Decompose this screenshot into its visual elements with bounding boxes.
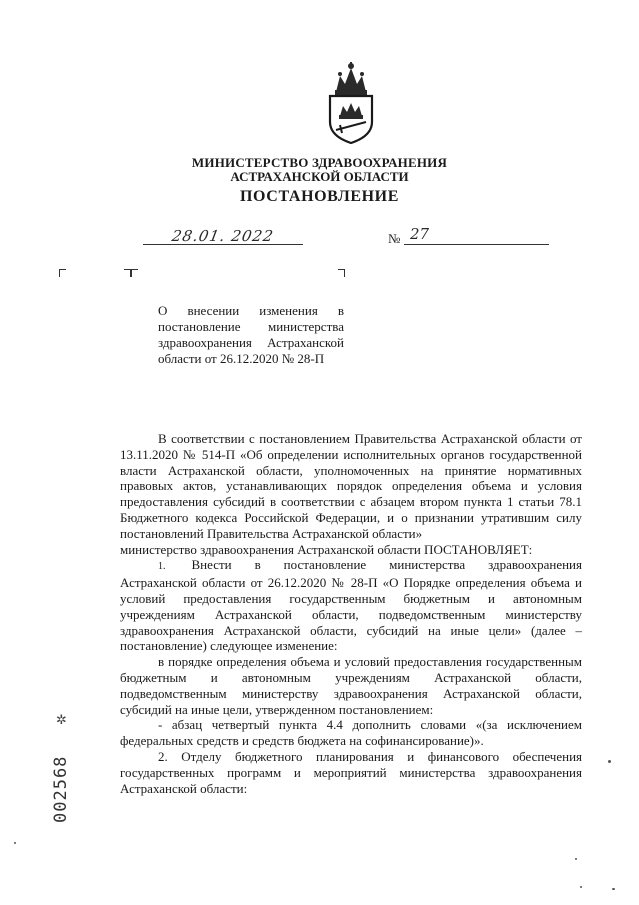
number-underline: [404, 244, 549, 245]
stamp-number: 002568: [51, 755, 71, 823]
scan-speck: [14, 842, 16, 844]
document-subject: О внесении изменения в постановление министерства здравоохранения Астраханской области от 26.12.2020 № 28-П: [158, 303, 344, 366]
paragraph-amendment: - абзац четвертый пункта 4.4 дополнить словами «(за исключением федеральных средств и средств бюджета на софинансирование)».: [120, 717, 582, 749]
scan-speck: [575, 858, 577, 860]
corner-mark: [131, 269, 138, 277]
scan-speck: [608, 760, 611, 763]
item-1-text: Внести в постановление министерства здравоохранения Астраханской области от 26.12.2020 № 28-П «О Порядке определения объема и условий предоставления государственным бюджетным и автономным учреждениям Астраханской области, подведомственным министерству здравоохранения Астраханской области, субсидий на иные цели» (далее – постановление) следующее изменение:: [120, 557, 582, 654]
document-number: 27: [410, 225, 430, 243]
scan-speck: [580, 886, 582, 888]
document-body: [120, 431, 582, 796]
coat-of-arms-icon: [326, 62, 376, 144]
registration-stamp: [46, 713, 76, 823]
stamp-star-icon: ✲: [56, 713, 67, 728]
region-name: АСТРАХАНСКОЙ ОБЛАСТИ: [230, 169, 409, 184]
paragraph-basis: В соответствии с постановлением Правительства Астраханской области от 13.11.2020 № 514-П «Об определении исполнительных органов государственной власти Астраханской области, уполномоченных на принятие нормативных правовых актов, устанавливающих порядок определения объема и условия предоставления субсидий в соответствии с абзацем втором пункта 1 статьи 78.1 Бюджетного кодекса Российской Федерации, и о признании утратившим силу постановлений Правительства Астраханской области»: [120, 431, 582, 541]
document-type: ПОСТАНОВЛЕНИЕ: [240, 188, 399, 205]
paragraph-resolves: министерство здравоохранения Астраханской области ПОСТАНОВЛЯЕТ:: [120, 541, 533, 557]
document-date: 28.01. 2022: [170, 227, 276, 245]
corner-mark: [124, 269, 131, 277]
paragraph-item-2: 2. Отделу бюджетного планирования и финансового обеспечения государственных программ и мероприятий министерства здравоохранения Астраханской области:: [120, 748, 582, 796]
corner-mark: [338, 269, 345, 277]
ministry-name: МИНИСТЕРСТВО ЗДРАВООХРАНЕНИЯ: [191, 155, 448, 170]
paragraph-procedure: в порядке определения объема и условий предоставления государственным бюджетным и автономным учреждениям Астраханской области, подведомственным министерству здравоохранения Астраханской области, субсидий на иные цели, утвержденном постановлением:: [120, 654, 582, 717]
corner-mark: [59, 269, 66, 277]
number-label: №: [388, 231, 401, 246]
scan-speck: [612, 888, 615, 890]
item-number: 1.: [158, 561, 166, 573]
paragraph-item-1: [120, 557, 582, 654]
date-underline: [143, 244, 303, 245]
